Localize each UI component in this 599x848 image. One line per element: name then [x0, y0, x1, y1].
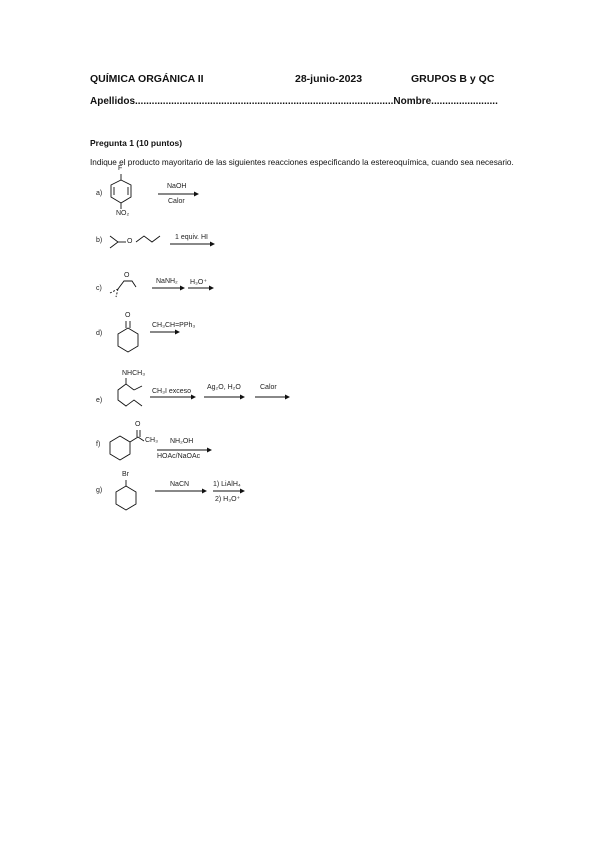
reagent-f-below: HOAc/NaOAc — [157, 453, 201, 460]
atom-Br: Br — [122, 471, 129, 478]
groups-label: GRUPOS B y QC — [411, 73, 495, 85]
course-title: QUÍMICA ORGÁNICA II — [90, 73, 204, 85]
atom-F: F — [118, 165, 123, 172]
name-line: Apellidos.............................................................................................Nombre........................ — [90, 96, 498, 107]
reagent-c-above-2: H₃O⁺ — [190, 279, 208, 286]
question-title: Pregunta 1 (10 puntos) — [90, 138, 183, 148]
atom-O-f: O — [135, 421, 141, 428]
atom-O-d: O — [125, 312, 131, 319]
reagent-g-below-2: 2) H₃O⁺ — [215, 496, 241, 503]
reaction-label-e: e) — [96, 397, 103, 404]
reaction-label-d: d) — [96, 330, 103, 337]
atom-NHCH3: NHCH₃ — [122, 370, 146, 377]
question-instruction: Indique el producto mayoritario de las siguientes reacciones especificando la estereoquímica, cuando sea necesario. — [90, 158, 514, 167]
atom-NO2: NO₂ — [116, 210, 130, 217]
reagent-b-above: 1 equiv. HI — [175, 234, 208, 241]
reaction-label-f: f) — [96, 441, 101, 448]
reaction-arrow-g2 — [213, 489, 245, 494]
reaction-arrow-g1 — [155, 489, 207, 494]
reagent-g-above: NaCN — [170, 481, 190, 488]
reagent-e-above-3: Calor — [260, 384, 277, 391]
reagent-a-below: Calor — [168, 198, 185, 205]
bromocyclohexane-structure — [116, 480, 136, 510]
exam-date: 28-junio-2023 — [295, 73, 363, 85]
reagent-f-above: NH₂OH — [170, 438, 194, 445]
reagent-e-above-2: Ag₂O, H₂O — [207, 384, 241, 391]
reagent-e-above: CH₃I exceso — [152, 388, 192, 395]
reagent-g-above-2: 1) LiAlH₄ — [213, 481, 241, 488]
reaction-label-c: c) — [96, 285, 102, 292]
reagent-d-above: CH₃CH=PPh₃ — [152, 322, 196, 329]
atom-CH3-f: CH₃ — [145, 437, 158, 444]
reaction-label-a: a) — [96, 190, 103, 197]
atom-O-c: O — [124, 272, 130, 279]
atom-O-b: O — [127, 238, 133, 245]
reaction-label-g: g) — [96, 487, 103, 494]
reagent-a-above: NaOH — [167, 183, 187, 190]
reaction-label-b: b) — [96, 237, 103, 244]
reagent-c-above: NaNH₂ — [156, 278, 178, 285]
